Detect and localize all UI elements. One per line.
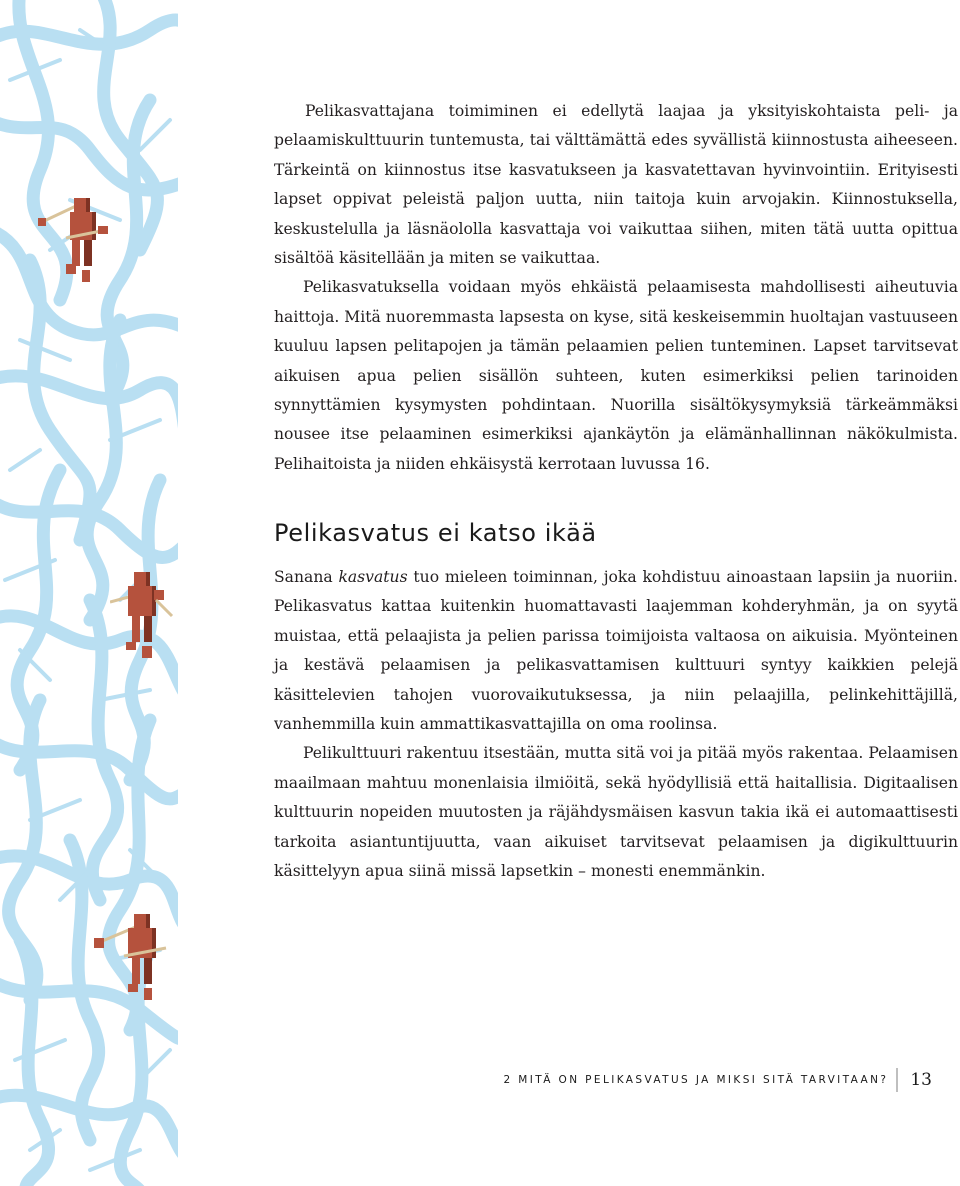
intro-text-block (274, 97, 958, 479)
page-number: 13 (910, 1070, 932, 1090)
pixel-robot-figure (110, 572, 174, 662)
footer-divider (896, 1068, 898, 1092)
text-run: Sanana (274, 568, 339, 586)
pixel-robot-figure (36, 198, 112, 290)
section-heading: Pelikasvatus ei katso ikää (274, 519, 597, 547)
paragraph: Pelikulttuuri rakentuu itsestään, mutta sitä voi ja pitää myös rakentaa. Pelaamisen maailmaan mahtuu monenlaisia ilmiöitä, sekä hyödyllisiä että haitallisia. Digitaalisen kulttuurin nopeiden muutosten ja räjähdysmäisen kasvun takia ikä ei automaattisesti tarkoita asiantuntijuutta, vaan aikuiset tarvitsevat pelaamisen ja digikulttuurin käsittelyyn apua siinä missä lapsetkin – monesti enemmänkin. (274, 744, 958, 881)
page-footer (503, 1068, 932, 1092)
text-run: tuo mieleen toiminnan, joka kohdistuu ainoastaan lapsiin ja nuoriin. Pelikasvatus kattaa kuitenkin huomattavasti laajemman kohderyhmän, ja on syytä muistaa, että pelaajista ja pelien parissa toimijoista valtaosa on aikuisia. Myönteinen ja kestävä pelaamisen ja pelikasvattamisen kulttuuri syntyy kaikkien pelejä käsittelevien tahojen vuorovaikutuksessa, ja niin pelaajilla, pelinkehittäjillä, vanhemmilla kuin ammattikasvattajilla on oma roolinsa. (274, 568, 958, 734)
paragraph: Pelikasvatuksella voidaan myös ehkäistä pelaamisesta mahdollisesti aiheutuvia haittoja. Mitä nuoremmasta lapsesta on kyse, sitä keskeisemmin huoltajan vastuuseen kuuluu lapsen pelitapojen ja tämän pelaamien pelien tunteminen. Lapset tarvitsevat aikuisen apua pelien sisällön suhteen, kuten esimerkiksi pelien tarinoiden synnyttämien kysymysten pohdintaan. Nuorilla sisältökysymyksiä tärkeämmäksi nousee itse pelaaminen esimerkiksi ajankäytön ja elämänhallinnan näkökulmista. Pelihaitoista ja niiden ehkäisystä kerrotaan luvussa 16. (274, 278, 958, 473)
section-text-block (274, 563, 958, 886)
italic-term: kasvatus (338, 568, 408, 586)
running-title: 2 MITÄ ON PELIKASVATUS JA MIKSI SITÄ TARVITAAN? (503, 1074, 889, 1086)
decorative-side-strip (0, 0, 178, 1186)
pixel-robot-figure (94, 914, 170, 1004)
paragraph (274, 563, 958, 739)
paragraph: Pelikasvattajana toimiminen ei edellytä laajaa ja yksityiskohtaista peli- ja pelaamiskulttuurin tuntemusta, tai välttämättä edes syvällistä kiinnostusta aiheeseen. Tärkeintä on kiinnostus itse kasvatukseen ja kasvatettavan hyvinvointiin. Erityisesti lapset oppivat peleistä paljon uutta, niin taitoja kuin arvojakin. Kiinnostuksella, keskustelulla ja läsnäololla kasvattaja voi vaikuttaa siihen, miten tätä uutta opittua sisältöä käsitellään ja miten se vaikuttaa. (274, 102, 958, 268)
